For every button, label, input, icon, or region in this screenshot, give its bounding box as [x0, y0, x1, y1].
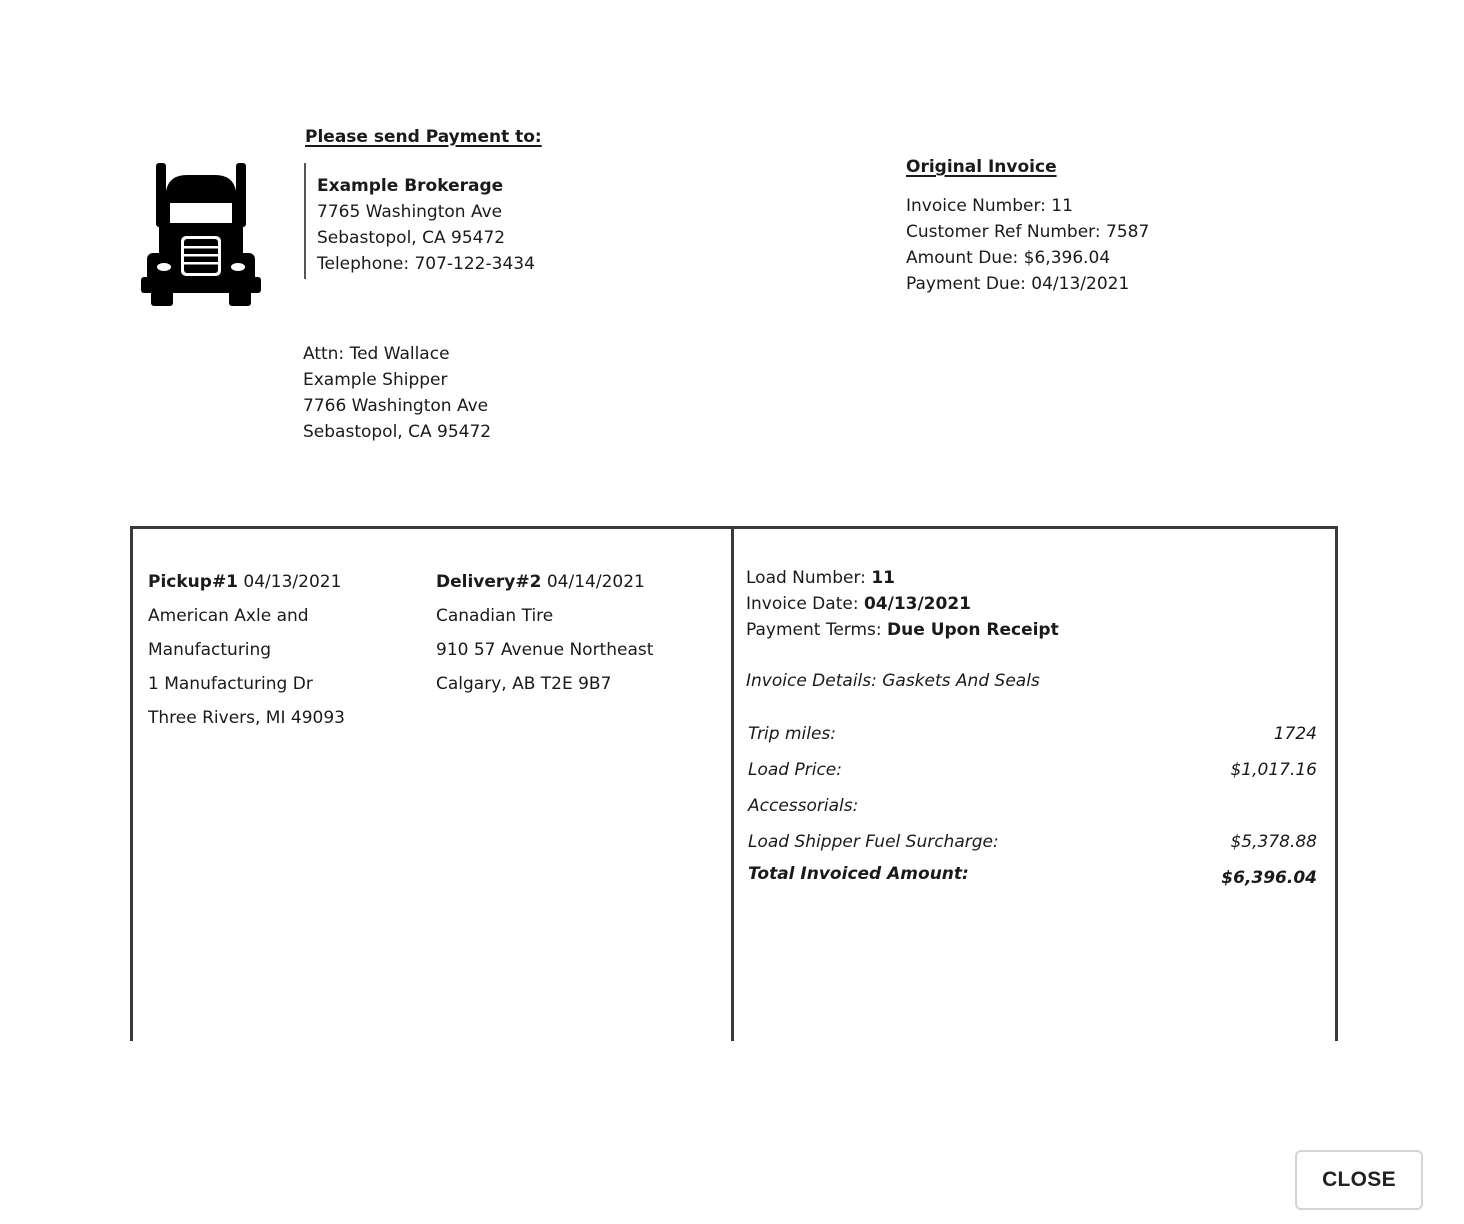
- pickup-label: Pickup#1: [148, 572, 239, 592]
- charge-value: $5,378.88: [1230, 832, 1317, 852]
- delivery-line: Calgary, AB T2E 9B7: [436, 674, 612, 694]
- bill-to-address-line1: 7766 Washington Ave: [303, 396, 489, 416]
- pickup-date: 04/13/2021: [243, 572, 342, 592]
- pickup-line: Manufacturing: [148, 640, 272, 660]
- delivery-line: 910 57 Avenue Northeast: [436, 640, 654, 660]
- load-number: 11: [871, 568, 895, 588]
- delivery-date: 04/14/2021: [546, 572, 645, 592]
- load-info: [746, 565, 1059, 643]
- payment-terms-label: Payment Terms:: [746, 620, 882, 640]
- bill-to-attn: Attn: Ted Wallace: [303, 344, 450, 364]
- payment-due: Payment Due: 04/13/2021: [906, 274, 1130, 294]
- delivery-label: Delivery#2: [436, 572, 542, 592]
- total-value: $6,396.04: [1221, 868, 1317, 888]
- total-row: [748, 860, 1317, 888]
- charge-value: $1,017.16: [1230, 760, 1317, 780]
- bill-to-company: Example Shipper: [303, 370, 448, 390]
- remit-address: [304, 163, 535, 279]
- close-button[interactable]: CLOSE: [1295, 1150, 1423, 1210]
- charge-value: 1724: [1273, 724, 1317, 744]
- bill-to-address: [303, 341, 491, 445]
- remit-address-line1: 7765 Washington Ave: [317, 202, 503, 222]
- amount-due: Amount Due: $6,396.04: [906, 248, 1111, 268]
- remit-company: Example Brokerage: [317, 176, 504, 196]
- truck-icon: [139, 161, 263, 307]
- delivery-line: Canadian Tire: [436, 606, 554, 626]
- invoice-heading: Original Invoice: [906, 157, 1057, 177]
- remit-telephone: Telephone: 707-122-3434: [317, 254, 535, 274]
- invoice-summary: [906, 193, 1149, 297]
- charge-row: [748, 824, 1317, 860]
- remit-city-state-zip: Sebastopol, CA 95472: [317, 228, 506, 248]
- charge-label: Load Price:: [748, 760, 842, 780]
- charge-label: Trip miles:: [748, 724, 837, 744]
- charge-row: [748, 752, 1317, 788]
- charge-label: Load Shipper Fuel Surcharge:: [748, 832, 999, 852]
- bill-to-city-state-zip: Sebastopol, CA 95472: [303, 422, 492, 442]
- charge-row: [748, 716, 1317, 752]
- invoice-details: Invoice Details: Gaskets And Seals: [746, 671, 1040, 691]
- total-label: Total Invoiced Amount:: [748, 864, 969, 884]
- invoice-number: Invoice Number: 11: [906, 196, 1073, 216]
- charges-table: [748, 716, 1317, 888]
- column-divider: [731, 526, 734, 1041]
- charge-row: [748, 788, 1317, 824]
- payment-terms: Due Upon Receipt: [887, 620, 1059, 640]
- remit-heading: Please send Payment to:: [305, 127, 542, 147]
- load-number-label: Load Number:: [746, 568, 866, 588]
- charge-label: Accessorials:: [748, 796, 859, 816]
- pickup-line: 1 Manufacturing Dr: [148, 674, 313, 694]
- invoice-date-label: Invoice Date:: [746, 594, 859, 614]
- pickup-line: Three Rivers, MI 49093: [148, 708, 345, 728]
- customer-ref-number: Customer Ref Number: 7587: [906, 222, 1150, 242]
- pickup-stop: [148, 565, 345, 735]
- delivery-stop: [436, 565, 653, 701]
- invoice-date: 04/13/2021: [863, 594, 971, 614]
- pickup-line: American Axle and: [148, 606, 309, 626]
